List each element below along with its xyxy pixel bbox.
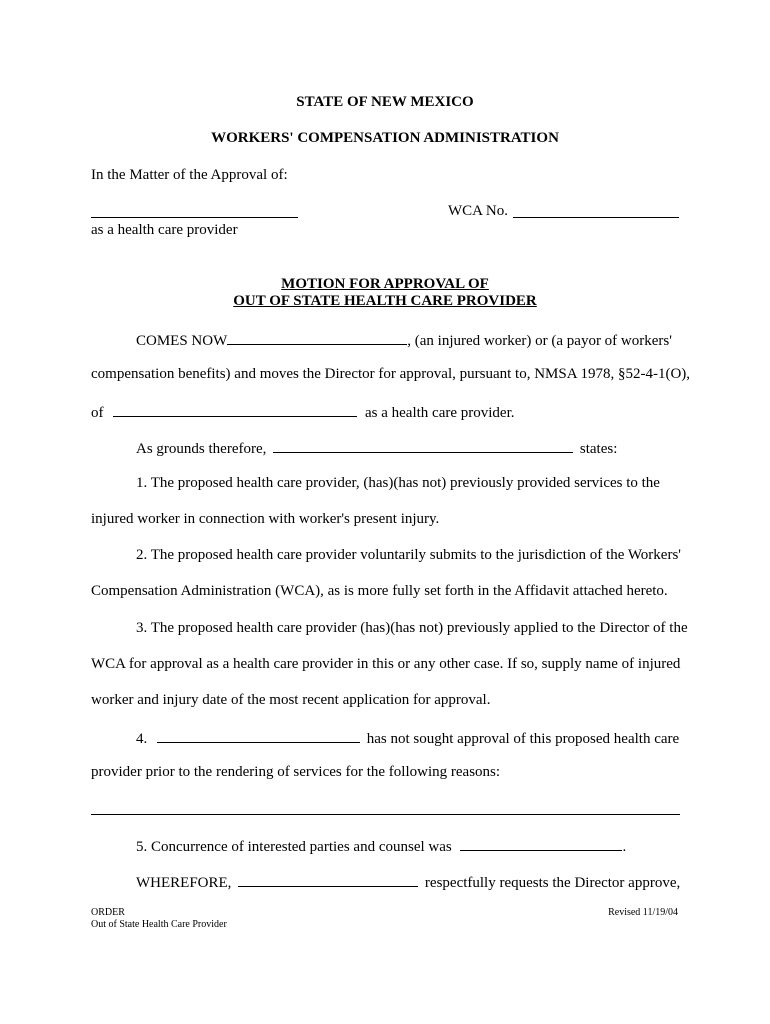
wca-no-label: WCA No. xyxy=(448,203,508,219)
item1-line2: injured worker in connection with worker's present injury. xyxy=(91,511,440,527)
item4-number: 4. xyxy=(136,731,148,747)
provider-name-blank[interactable] xyxy=(91,217,298,218)
provider-role: as a health care provider xyxy=(91,222,238,238)
state-heading: STATE OF NEW MEXICO xyxy=(296,94,474,110)
item3-line1: 3. The proposed health care provider (has)(has not) previously applied to the Director of the xyxy=(136,620,688,636)
item5-line xyxy=(136,836,626,856)
item1-line1: 1. The proposed health care provider, (has)(has not) previously provided services to the xyxy=(136,475,660,491)
motion-title-line2: OUT OF STATE HEALTH CARE PROVIDER xyxy=(233,293,537,309)
item4-line1 xyxy=(136,728,679,748)
item2-line2: Compensation Administration (WCA), as is more fully set forth in the Affidavit attached hereto. xyxy=(91,583,668,599)
footer-revised: Revised 11/19/04 xyxy=(608,907,678,918)
wherefore-blank[interactable] xyxy=(238,872,418,887)
reasons-blank[interactable] xyxy=(91,814,680,815)
comes-now-line xyxy=(136,330,672,350)
item2-line1: 2. The proposed health care provider voluntarily submits to the jurisdiction of the Workers' xyxy=(136,547,681,563)
item4-blank[interactable] xyxy=(157,728,360,743)
item4-tail: has not sought approval of this proposed health care xyxy=(366,731,680,747)
of-blank[interactable] xyxy=(113,402,357,417)
wca-no-blank[interactable] xyxy=(513,217,679,218)
footer-form-name: Out of State Health Care Provider xyxy=(91,919,227,930)
comes-now-blank[interactable] xyxy=(227,330,407,345)
comes-now-tail: , (an injured worker) or (a payor of workers' xyxy=(407,333,672,349)
item4-line2: provider prior to the rendering of services for the following reasons: xyxy=(91,764,501,780)
motion-title-line1: MOTION FOR APPROVAL OF xyxy=(281,276,489,292)
grounds-line xyxy=(136,438,617,458)
of-label: of xyxy=(91,405,104,421)
grounds-tail: states: xyxy=(579,441,618,457)
wherefore-line xyxy=(136,872,680,892)
motion-line2: compensation benefits) and moves the Director for approval, pursuant to, NMSA 1978, §52-4-1(O), xyxy=(91,366,691,382)
item3-line2: WCA for approval as a health care provider in this or any other case. If so, supply name of injured xyxy=(91,656,681,672)
item5-text: 5. Concurrence of interested parties and counsel was xyxy=(136,839,452,855)
item3-line3: worker and injury date of the most recent application for approval. xyxy=(91,692,491,708)
grounds-blank[interactable] xyxy=(273,438,573,453)
concurrence-blank[interactable] xyxy=(460,836,622,851)
matter-label: In the Matter of the Approval of: xyxy=(91,167,288,183)
wherefore-tail: respectfully requests the Director approve, xyxy=(424,875,681,891)
grounds-label: As grounds therefore, xyxy=(136,441,267,457)
wherefore-label: WHEREFORE, xyxy=(136,875,232,891)
of-line xyxy=(91,402,515,422)
of-tail: as a health care provider. xyxy=(365,405,515,421)
item5-end: . xyxy=(622,839,627,855)
footer-order: ORDER xyxy=(91,907,125,918)
agency-heading: WORKERS' COMPENSATION ADMINISTRATION xyxy=(211,130,559,146)
comes-now-label: COMES NOW xyxy=(136,333,228,349)
